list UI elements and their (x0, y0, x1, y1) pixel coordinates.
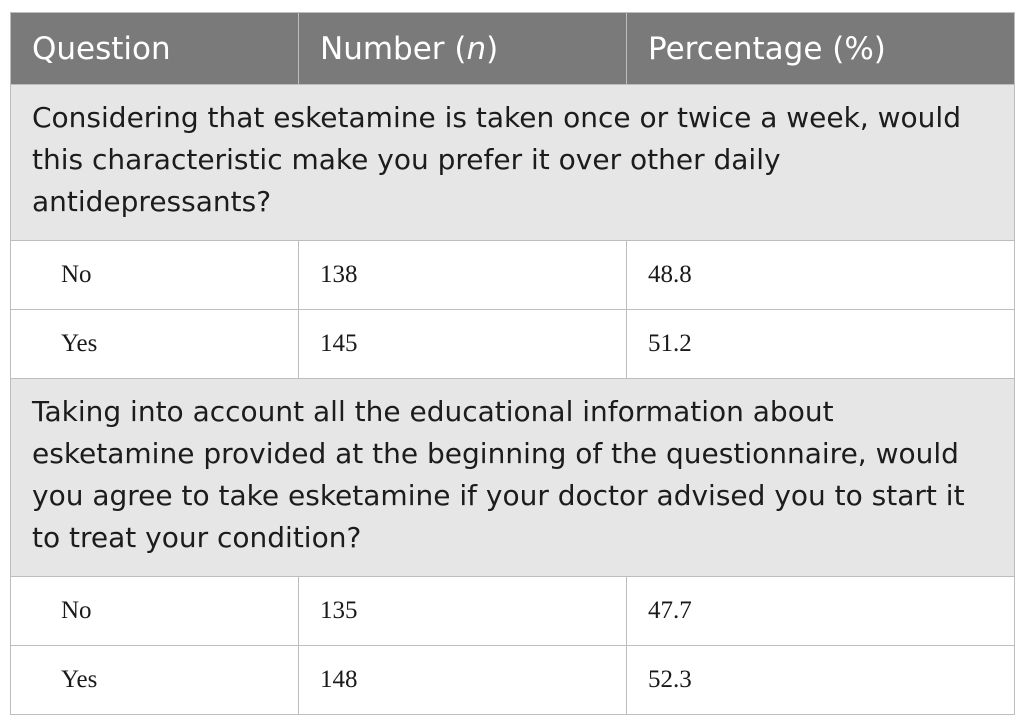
header-question: Question (11, 13, 299, 85)
answer-cell: Yes (11, 310, 299, 379)
table-header-row (11, 13, 1015, 85)
header-number-suffix: ) (486, 30, 499, 67)
percentage-cell: 48.8 (627, 241, 1015, 310)
number-cell: 138 (299, 241, 627, 310)
header-number-variable: n (466, 30, 487, 67)
header-number (299, 13, 627, 85)
question-row (11, 379, 1015, 577)
number-cell: 148 (299, 646, 627, 715)
header-number-prefix: Number ( (320, 30, 467, 67)
percentage-cell: 47.7 (627, 577, 1015, 646)
survey-results-table (10, 12, 1015, 715)
table-row (11, 310, 1015, 379)
question-text: Considering that esketamine is taken once or twice a week, would this characteristic make you prefer it over other daily antidepressants? (11, 85, 1015, 241)
number-cell: 145 (299, 310, 627, 379)
answer-cell: Yes (11, 646, 299, 715)
table-row (11, 241, 1015, 310)
percentage-cell: 51.2 (627, 310, 1015, 379)
percentage-cell: 52.3 (627, 646, 1015, 715)
table-row (11, 646, 1015, 715)
table-row (11, 577, 1015, 646)
answer-cell: No (11, 577, 299, 646)
number-cell: 135 (299, 577, 627, 646)
answer-cell: No (11, 241, 299, 310)
question-row (11, 85, 1015, 241)
header-percentage: Percentage (%) (627, 13, 1015, 85)
question-text: Taking into account all the educational information about esketamine provided at the beginning of the questionnaire, would you agree to take esketamine if your doctor advised you to start it to treat your condition? (11, 379, 1015, 577)
